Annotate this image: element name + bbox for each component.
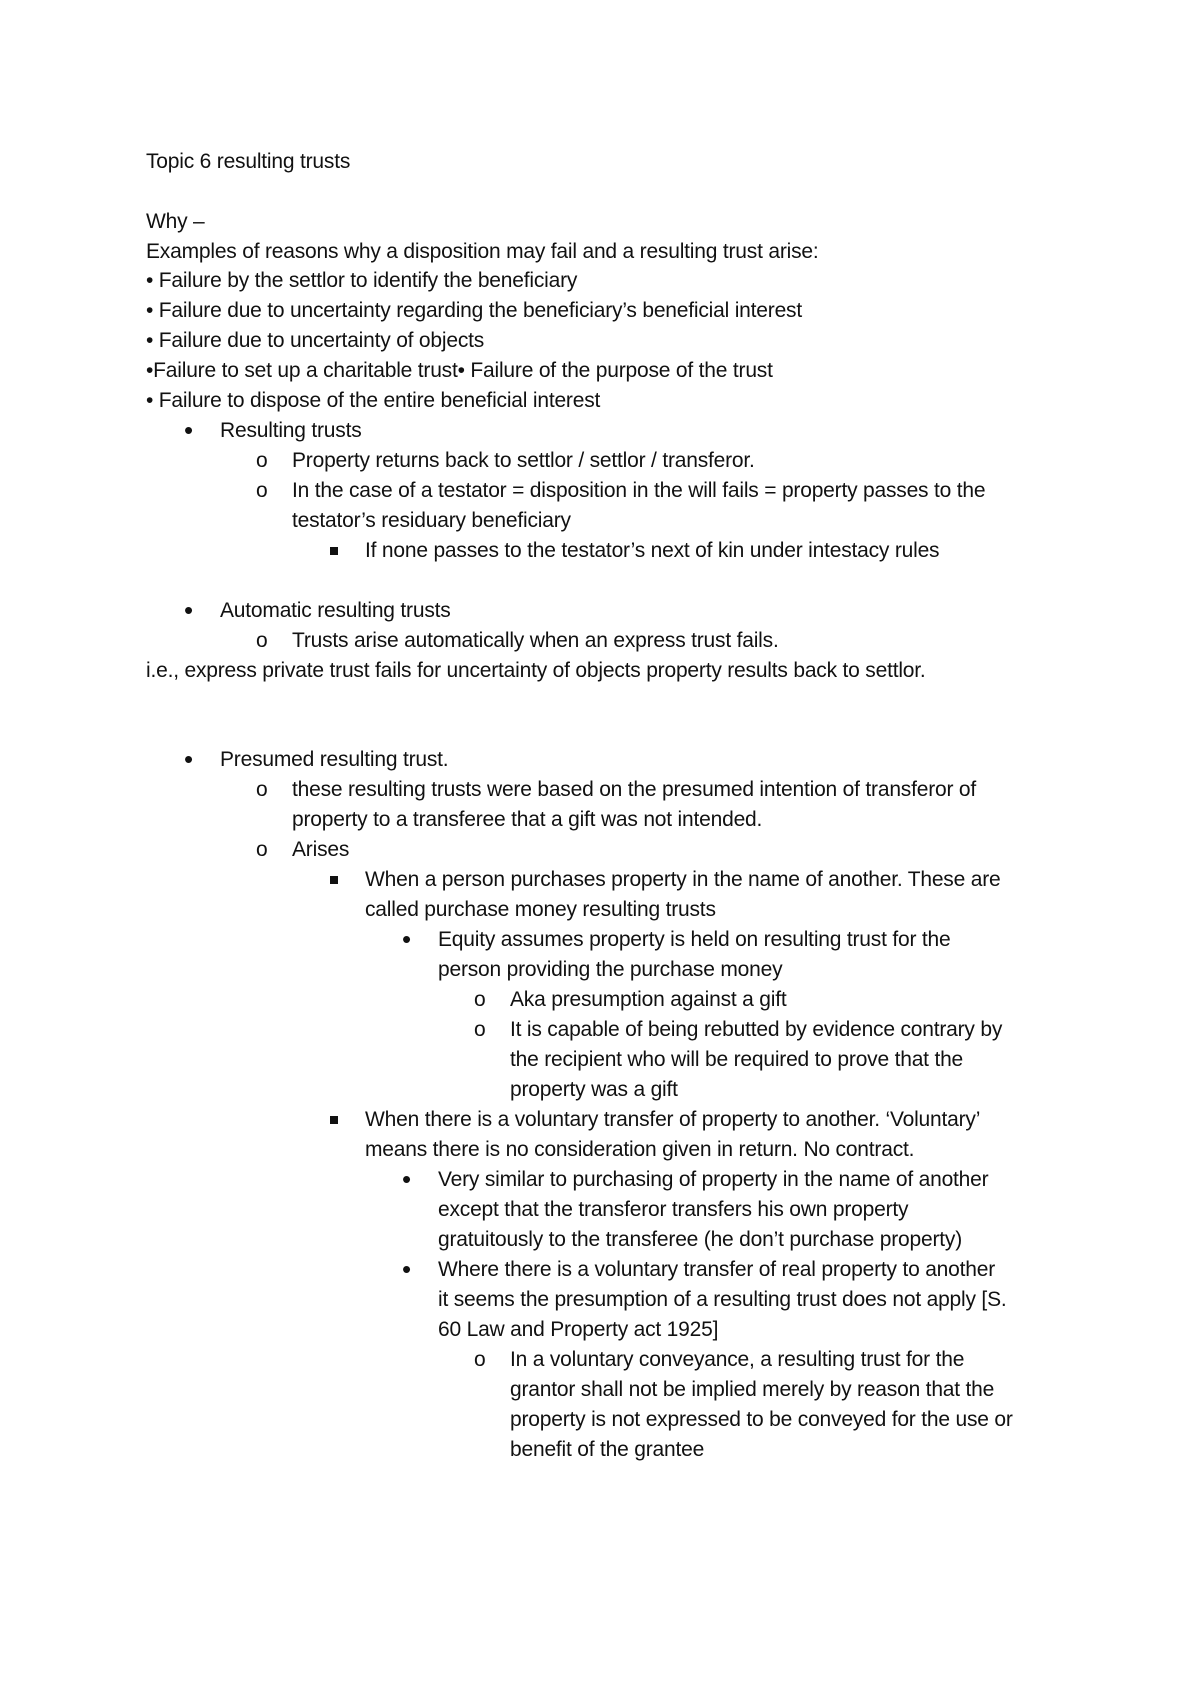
list-item: Arises [292, 838, 350, 861]
list-item: In a voluntary conveyance, a resulting trust for the [510, 1348, 965, 1371]
why-heading: Why – [146, 210, 205, 233]
bullet-disc-marker: • [402, 1254, 412, 1284]
list-item: If none passes to the testator’s next of kin under intestacy rules [365, 539, 940, 562]
document-title: Topic 6 resulting trusts [146, 150, 351, 173]
bullet-square-marker [330, 876, 338, 884]
list-item-continuation: property is not expressed to be conveyed for the use or [510, 1408, 1013, 1431]
bullet-circle-marker: o [474, 1348, 486, 1371]
list-item-continuation: it seems the presumption of a resulting trust does not apply [S. [438, 1288, 1007, 1311]
reason-item: •Failure to set up a charitable trust• Failure of the purpose of the trust [146, 359, 773, 382]
list-item-continuation: 60 Law and Property act 1925] [438, 1318, 719, 1341]
list-item: Where there is a voluntary transfer of real property to another [438, 1258, 996, 1281]
bullet-disc-marker: • [184, 415, 194, 445]
list-item-continuation: testator’s residuary beneficiary [292, 509, 571, 532]
reason-item: • Failure due to uncertainty regarding the beneficiary’s beneficial interest [146, 299, 802, 322]
list-item: When a person purchases property in the name of another. These are [365, 868, 1001, 891]
list-item: Equity assumes property is held on resulting trust for the [438, 928, 951, 951]
bullet-square-marker [330, 547, 338, 555]
bullet-circle-marker: o [256, 838, 268, 861]
list-item: In the case of a testator = disposition in the will fails = property passes to the [292, 479, 986, 502]
reason-item: • Failure due to uncertainty of objects [146, 329, 485, 352]
presumed-trust-heading: Presumed resulting trust. [220, 748, 449, 771]
intro-line: Examples of reasons why a disposition may fail and a resulting trust arise: [146, 240, 819, 263]
list-item-continuation: gratuitously to the transferee (he don’t purchase property) [438, 1228, 962, 1251]
example-note: i.e., express private trust fails for uncertainty of objects property results back to settlor. [146, 659, 926, 682]
list-item-continuation: except that the transferor transfers his own property [438, 1198, 909, 1221]
bullet-disc-marker: • [402, 924, 412, 954]
list-item-continuation: grantor shall not be implied merely by reason that the [510, 1378, 995, 1401]
bullet-disc-marker: • [184, 595, 194, 625]
list-item: these resulting trusts were based on the presumed intention of transferor of [292, 778, 977, 801]
bullet-circle-marker: o [256, 778, 268, 801]
list-item: When there is a voluntary transfer of property to another. ‘Voluntary’ [365, 1108, 981, 1131]
automatic-trusts-heading: Automatic resulting trusts [220, 599, 451, 622]
list-item-continuation: the recipient who will be required to prove that the [510, 1048, 964, 1071]
list-item: Very similar to purchasing of property in the name of another [438, 1168, 989, 1191]
bullet-circle-marker: o [256, 629, 268, 652]
list-item: It is capable of being rebutted by evidence contrary by [510, 1018, 1003, 1041]
bullet-square-marker [330, 1116, 338, 1124]
list-item-continuation: person providing the purchase money [438, 958, 783, 981]
list-item: Trusts arise automatically when an express trust fails. [292, 629, 779, 652]
bullet-circle-marker: o [256, 449, 268, 472]
bullet-circle-marker: o [474, 1018, 486, 1041]
bullet-disc-marker: • [402, 1164, 412, 1194]
resulting-trusts-heading: Resulting trusts [220, 419, 362, 442]
list-item-continuation: called purchase money resulting trusts [365, 898, 716, 921]
list-item-continuation: means there is no consideration given in return. No contract. [365, 1138, 915, 1161]
list-item-continuation: benefit of the grantee [510, 1438, 705, 1461]
bullet-circle-marker: o [256, 479, 268, 502]
bullet-circle-marker: o [474, 988, 486, 1011]
list-item: Property returns back to settlor / settlor / transferor. [292, 449, 755, 472]
list-item-continuation: property to a transferee that a gift was not intended. [292, 808, 763, 831]
list-item-continuation: property was a gift [510, 1078, 678, 1101]
reason-item: • Failure by the settlor to identify the beneficiary [146, 269, 578, 292]
bullet-disc-marker: • [184, 744, 194, 774]
list-item: Aka presumption against a gift [510, 988, 787, 1011]
reason-item: • Failure to dispose of the entire beneficial interest [146, 389, 601, 412]
